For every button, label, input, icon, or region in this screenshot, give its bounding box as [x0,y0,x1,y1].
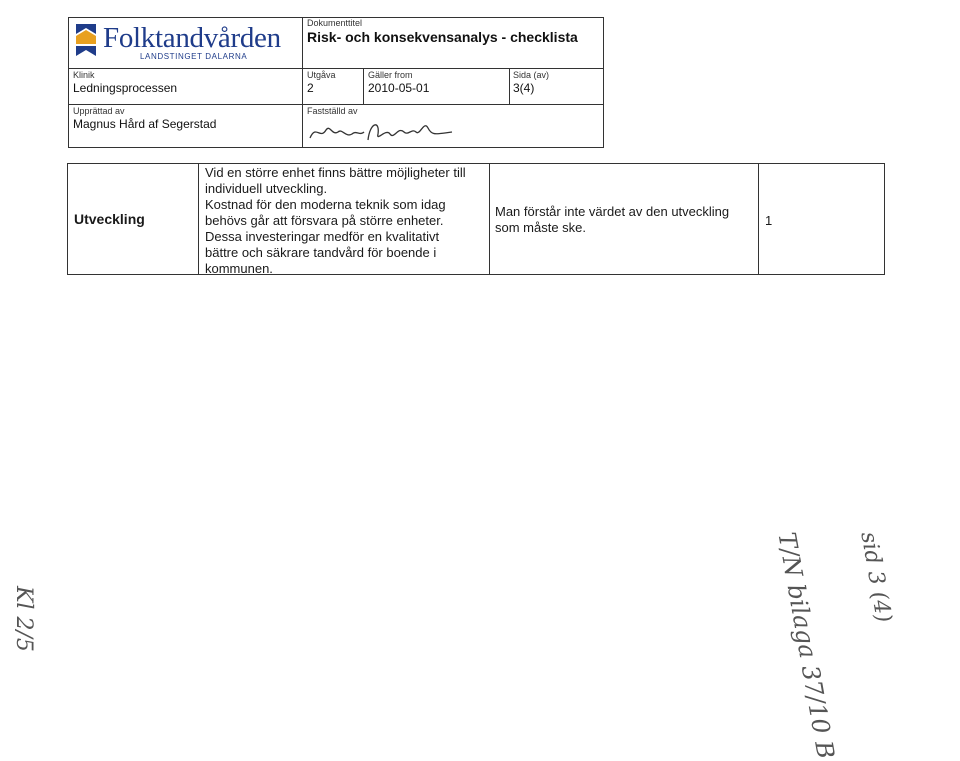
margin-note-left: Kl 2/5 [11,586,36,652]
row-score: 1 [765,213,773,228]
description-line: behövs går att försvara på större enheter. [205,213,444,228]
logo-emblem-icon [74,22,98,58]
doc-title-label: Dokumenttitel [307,18,363,28]
signature-icon [306,114,456,146]
description-line: Vid en större enhet finns bättre möjligheter till [205,165,466,180]
description-line: kommunen. [205,261,273,276]
description-line: bättre och säkrare tandvård för boende i [205,245,437,260]
logo-name: Folktandvården [103,22,281,54]
margin-note-right: T/N bilaga 37/10 B [772,530,840,761]
sida-value: 3(4) [513,81,535,95]
margin-note-right-2: sid 3 (4) [855,530,896,625]
klinik-value: Ledningsprocessen [73,81,178,95]
utgava-label: Utgåva [307,70,336,80]
description-line: Dessa investeringar medför en kvalitativt [205,229,440,244]
logo-subtitle: LANDSTINGET DALARNA [140,52,248,61]
upprattad-value: Magnus Hård af Segerstad [73,117,217,131]
sida-label: Sida (av) [513,70,550,80]
upprattad-label: Upprättad av [73,106,125,116]
galler-label: Gäller from [368,70,413,80]
assessment-line: Man förstår inte värdet av den utveckling [495,204,730,219]
assessment-line: som måste ske. [495,220,587,235]
row-description [205,165,487,277]
page-title: Risk- och konsekvensanalys - checklista [307,29,578,45]
row-heading: Utveckling [74,211,145,227]
description-line: individuell utveckling. [205,181,328,196]
description-line: Kostnad för den moderna teknik som idag [205,197,446,212]
faststalld-label: Fastställd av [307,106,358,116]
galler-value: 2010-05-01 [368,81,430,95]
klinik-label: Klinik [73,70,95,80]
row-assessment [495,204,755,236]
utgava-value: 2 [307,81,314,95]
